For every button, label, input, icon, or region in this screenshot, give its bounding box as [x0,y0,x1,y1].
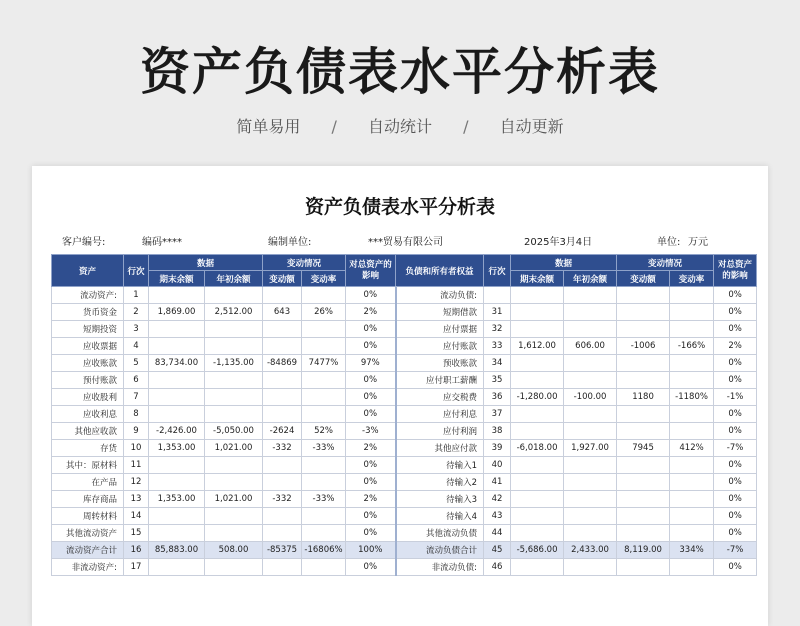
asset-impact-cell: 0% [346,321,396,338]
liability-impact-cell: 0% [714,321,757,338]
asset-change-amount-cell [263,321,302,338]
liability-change-rate-cell [670,457,714,474]
liability-begin-balance-cell [564,355,617,372]
asset-change-rate-cell [302,525,346,542]
liability-change-rate-cell [670,355,714,372]
asset-change-amount-cell: -85375 [263,542,302,559]
liability-name-cell: 非流动负债: [396,559,484,576]
header-row-no: 行次 [124,255,149,287]
hero-tagline [0,114,800,137]
liability-begin-balance-cell [564,321,617,338]
header-data: 数据 [511,255,617,271]
liability-change-amount-cell [617,457,670,474]
asset-change-rate-cell [302,389,346,406]
liability-row-no-cell: 33 [484,338,511,355]
asset-change-rate-cell: -16806% [302,542,346,559]
asset-impact-cell: 0% [346,457,396,474]
asset-begin-balance-cell [205,372,263,389]
liability-row-no-cell: 31 [484,304,511,321]
table-row [52,508,757,525]
table-row [52,525,757,542]
liability-impact-cell: 0% [714,491,757,508]
asset-change-amount-cell [263,474,302,491]
customer-label: 客户编号: [62,237,106,248]
liability-change-rate-cell [670,372,714,389]
asset-begin-balance-cell [205,474,263,491]
asset-row-no-cell: 15 [124,525,149,542]
liability-begin-balance-cell [564,525,617,542]
asset-change-amount-cell [263,389,302,406]
liability-end-balance-cell [511,474,564,491]
asset-begin-balance-cell [205,406,263,423]
asset-change-amount-cell [263,457,302,474]
liability-begin-balance-cell [564,457,617,474]
header-change-rate: 变动率 [670,271,714,287]
compiler-value: ***贸易有限公司 [368,237,443,248]
asset-change-rate-cell [302,321,346,338]
table-row [52,440,757,457]
liability-impact-cell: -7% [714,542,757,559]
liability-impact-cell: 0% [714,372,757,389]
liability-change-rate-cell [670,304,714,321]
header-begin-balance: 年初余额 [564,271,617,287]
liability-row-no-cell: 34 [484,355,511,372]
asset-begin-balance-cell [205,508,263,525]
asset-name-cell: 其他应收款 [52,423,124,440]
liability-name-cell: 应付职工薪酬 [396,372,484,389]
liability-impact-cell: 0% [714,287,757,304]
asset-name-cell: 流动资产: [52,287,124,304]
asset-begin-balance-cell: 508.00 [205,542,263,559]
asset-row-no-cell: 16 [124,542,149,559]
liability-change-rate-cell: -166% [670,338,714,355]
table-row [52,287,757,304]
unit-label: 单位: [657,237,681,248]
header-data: 数据 [149,255,263,271]
liability-impact-cell: 0% [714,304,757,321]
liability-impact-cell: 0% [714,457,757,474]
asset-row-no-cell: 11 [124,457,149,474]
asset-begin-balance-cell [205,389,263,406]
table-row [52,406,757,423]
liability-end-balance-cell [511,559,564,576]
asset-row-no-cell: 8 [124,406,149,423]
asset-name-cell: 预付账款 [52,372,124,389]
tagline-separator: / [463,117,469,136]
asset-change-rate-cell [302,287,346,304]
liability-end-balance-cell [511,304,564,321]
tagline-separator: / [331,117,337,136]
unit-value: 万元 [688,237,708,248]
asset-begin-balance-cell: -1,135.00 [205,355,263,372]
header-change-rate: 变动率 [302,271,346,287]
liability-change-rate-cell [670,525,714,542]
liability-row-no-cell: 32 [484,321,511,338]
liability-change-rate-cell [670,559,714,576]
asset-impact-cell: 97% [346,355,396,372]
liability-begin-balance-cell [564,491,617,508]
table-body [52,287,757,576]
header-liability: 负债和所有者权益 [396,255,484,287]
liability-end-balance-cell: -5,686.00 [511,542,564,559]
asset-begin-balance-cell: 1,021.00 [205,440,263,457]
liability-change-rate-cell [670,321,714,338]
asset-change-amount-cell [263,525,302,542]
asset-row-no-cell: 3 [124,321,149,338]
asset-impact-cell: 2% [346,304,396,321]
asset-begin-balance-cell [205,525,263,542]
header-change: 变动情况 [617,255,714,271]
liability-change-amount-cell: 8,119.00 [617,542,670,559]
asset-begin-balance-cell: 1,021.00 [205,491,263,508]
liability-impact-cell: 0% [714,508,757,525]
asset-change-amount-cell: -84869 [263,355,302,372]
asset-row-no-cell: 9 [124,423,149,440]
liability-change-amount-cell [617,304,670,321]
asset-impact-cell: 0% [346,525,396,542]
asset-change-amount-cell: -332 [263,491,302,508]
asset-name-cell: 周转材料 [52,508,124,525]
asset-begin-balance-cell [205,457,263,474]
liability-change-amount-cell: 7945 [617,440,670,457]
liability-end-balance-cell [511,372,564,389]
asset-end-balance-cell: 85,883.00 [149,542,205,559]
liability-impact-cell: -7% [714,440,757,457]
table-row [52,457,757,474]
asset-change-amount-cell [263,406,302,423]
table-row [52,338,757,355]
asset-change-rate-cell [302,372,346,389]
liability-row-no-cell: 37 [484,406,511,423]
asset-begin-balance-cell: 2,512.00 [205,304,263,321]
liability-end-balance-cell [511,423,564,440]
asset-change-amount-cell [263,338,302,355]
asset-row-no-cell: 12 [124,474,149,491]
asset-name-cell: 应收利息 [52,406,124,423]
liability-impact-cell: 0% [714,423,757,440]
table-row [52,321,757,338]
liability-end-balance-cell: -6,018.00 [511,440,564,457]
asset-change-rate-cell [302,406,346,423]
liability-name-cell: 应付账款 [396,338,484,355]
asset-impact-cell: 2% [346,440,396,457]
liability-begin-balance-cell [564,287,617,304]
asset-change-rate-cell [302,474,346,491]
liability-impact-cell: 2% [714,338,757,355]
asset-impact-cell: 0% [346,406,396,423]
liability-name-cell: 应付票据 [396,321,484,338]
asset-change-amount-cell [263,287,302,304]
liability-name-cell: 应付利息 [396,406,484,423]
asset-change-rate-cell [302,559,346,576]
liability-end-balance-cell [511,406,564,423]
liability-end-balance-cell [511,525,564,542]
asset-impact-cell: 2% [346,491,396,508]
asset-name-cell: 货币资金 [52,304,124,321]
liability-name-cell: 其他应付款 [396,440,484,457]
header-asset: 资产 [52,255,124,287]
asset-name-cell: 应收股利 [52,389,124,406]
asset-impact-cell: 0% [346,508,396,525]
asset-end-balance-cell [149,457,205,474]
asset-end-balance-cell: 1,869.00 [149,304,205,321]
liability-impact-cell: 0% [714,406,757,423]
header-impact: 对总资产的影响 [714,255,757,287]
sheet-title: 资产负债表水平分析表 [304,196,495,218]
liability-name-cell: 流动负债: [396,287,484,304]
liability-change-amount-cell: -1006 [617,338,670,355]
asset-begin-balance-cell [205,321,263,338]
liability-change-amount-cell [617,508,670,525]
asset-name-cell: 应收账款 [52,355,124,372]
liability-row-no-cell: 39 [484,440,511,457]
asset-end-balance-cell [149,406,205,423]
liability-impact-cell: -1% [714,389,757,406]
asset-change-amount-cell [263,508,302,525]
asset-name-cell: 在产品 [52,474,124,491]
liability-begin-balance-cell [564,423,617,440]
asset-begin-balance-cell [205,287,263,304]
liability-end-balance-cell [511,457,564,474]
asset-name-cell: 其他流动资产 [52,525,124,542]
asset-end-balance-cell: -2,426.00 [149,423,205,440]
liability-name-cell: 待输入1 [396,457,484,474]
liability-begin-balance-cell [564,304,617,321]
header-change-amount: 变动额 [263,271,302,287]
asset-name-cell: 短期投资 [52,321,124,338]
asset-end-balance-cell: 83,734.00 [149,355,205,372]
liability-change-rate-cell [670,508,714,525]
table-row [52,372,757,389]
header-end-balance: 期末余额 [149,271,205,287]
liability-change-amount-cell [617,474,670,491]
liability-begin-balance-cell: 1,927.00 [564,440,617,457]
asset-name-cell: 库存商品 [52,491,124,508]
liability-name-cell: 应付利润 [396,423,484,440]
liability-name-cell: 预收账款 [396,355,484,372]
asset-impact-cell: 0% [346,474,396,491]
asset-name-cell: 流动资产合计 [52,542,124,559]
liability-row-no-cell: 40 [484,457,511,474]
asset-change-amount-cell: -332 [263,440,302,457]
liability-impact-cell: 0% [714,559,757,576]
liability-begin-balance-cell: 2,433.00 [564,542,617,559]
liability-begin-balance-cell [564,474,617,491]
asset-row-no-cell: 4 [124,338,149,355]
liability-change-amount-cell [617,559,670,576]
asset-end-balance-cell [149,525,205,542]
asset-change-rate-cell: 52% [302,423,346,440]
liability-end-balance-cell [511,287,564,304]
asset-impact-cell: -3% [346,423,396,440]
asset-change-amount-cell [263,559,302,576]
liability-change-rate-cell [670,423,714,440]
asset-change-amount-cell [263,372,302,389]
asset-change-rate-cell [302,508,346,525]
liability-change-rate-cell [670,406,714,423]
liability-change-amount-cell [617,372,670,389]
liability-end-balance-cell [511,355,564,372]
liability-row-no-cell: 36 [484,389,511,406]
liability-change-rate-cell: 412% [670,440,714,457]
asset-row-no-cell: 5 [124,355,149,372]
asset-change-amount-cell: 643 [263,304,302,321]
liability-row-no-cell: 42 [484,491,511,508]
asset-begin-balance-cell [205,338,263,355]
header-impact: 对总资产的影响 [346,255,396,287]
liability-change-amount-cell [617,355,670,372]
liability-name-cell: 待输入4 [396,508,484,525]
asset-begin-balance-cell [205,559,263,576]
liability-row-no-cell: 35 [484,372,511,389]
spreadsheet-preview [32,166,768,626]
asset-name-cell: 存货 [52,440,124,457]
asset-name-cell: 应收票据 [52,338,124,355]
liability-row-no-cell [484,287,511,304]
asset-impact-cell: 0% [346,389,396,406]
liability-change-rate-cell [670,474,714,491]
header-change: 变动情况 [263,255,346,271]
asset-change-rate-cell: 26% [302,304,346,321]
report-date: 2025年3月4日 [524,237,593,248]
customer-value: 编码**** [142,237,182,248]
liability-row-no-cell: 43 [484,508,511,525]
liability-row-no-cell: 41 [484,474,511,491]
liability-impact-cell: 0% [714,525,757,542]
table-row [52,542,757,559]
asset-end-balance-cell [149,389,205,406]
hero-title: 资产负债表水平分析表 [140,43,660,101]
asset-end-balance-cell: 1,353.00 [149,491,205,508]
asset-change-rate-cell [302,457,346,474]
header-change-amount: 变动额 [617,271,670,287]
liability-end-balance-cell [511,491,564,508]
table-row [52,491,757,508]
liability-begin-balance-cell [564,508,617,525]
table-row [52,559,757,576]
asset-name-cell: 其中：原材料 [52,457,124,474]
liability-name-cell: 短期借款 [396,304,484,321]
liability-begin-balance-cell [564,559,617,576]
liability-row-no-cell: 46 [484,559,511,576]
header-begin-balance: 年初余额 [205,271,263,287]
asset-impact-cell: 0% [346,287,396,304]
header-row-no: 行次 [484,255,511,287]
asset-row-no-cell: 1 [124,287,149,304]
asset-end-balance-cell [149,321,205,338]
liability-change-amount-cell [617,321,670,338]
asset-impact-cell: 0% [346,559,396,576]
compiler-label: 编制单位: [268,237,312,248]
asset-row-no-cell: 6 [124,372,149,389]
asset-end-balance-cell [149,372,205,389]
asset-row-no-cell: 13 [124,491,149,508]
liability-begin-balance-cell: 606.00 [564,338,617,355]
liability-change-rate-cell [670,491,714,508]
table-row [52,423,757,440]
liability-change-amount-cell [617,525,670,542]
liability-begin-balance-cell [564,372,617,389]
liability-row-no-cell: 45 [484,542,511,559]
asset-end-balance-cell [149,474,205,491]
tagline-auto-stat: 自动统计 [367,117,432,136]
liability-name-cell: 其他流动负债 [396,525,484,542]
liability-change-amount-cell [617,287,670,304]
asset-row-no-cell: 14 [124,508,149,525]
tagline-easy: 简单易用 [236,117,301,136]
asset-end-balance-cell [149,338,205,355]
asset-change-rate-cell: 7477% [302,355,346,372]
asset-impact-cell: 100% [346,542,396,559]
liability-end-balance-cell: -1,280.00 [511,389,564,406]
table-row [52,389,757,406]
liability-row-no-cell: 44 [484,525,511,542]
liability-end-balance-cell [511,321,564,338]
asset-row-no-cell: 7 [124,389,149,406]
liability-change-amount-cell: 1180 [617,389,670,406]
balance-sheet-table [51,254,757,576]
liability-row-no-cell: 38 [484,423,511,440]
asset-row-no-cell: 10 [124,440,149,457]
liability-impact-cell: 0% [714,474,757,491]
liability-name-cell: 流动负债合计 [396,542,484,559]
asset-end-balance-cell [149,508,205,525]
asset-end-balance-cell: 1,353.00 [149,440,205,457]
table-row [52,355,757,372]
liability-end-balance-cell [511,508,564,525]
header-end-balance: 期末余额 [511,271,564,287]
liability-change-amount-cell [617,406,670,423]
liability-name-cell: 应交税费 [396,389,484,406]
liability-change-amount-cell [617,491,670,508]
liability-begin-balance-cell: -100.00 [564,389,617,406]
liability-end-balance-cell: 1,612.00 [511,338,564,355]
asset-change-rate-cell: -33% [302,440,346,457]
asset-begin-balance-cell: -5,050.00 [205,423,263,440]
asset-end-balance-cell [149,559,205,576]
asset-impact-cell: 0% [346,338,396,355]
liability-change-amount-cell [617,423,670,440]
tagline-auto-update: 自动更新 [499,117,564,136]
liability-change-rate-cell [670,287,714,304]
asset-name-cell: 非流动资产: [52,559,124,576]
liability-change-rate-cell: -1180% [670,389,714,406]
table-row [52,304,757,321]
liability-impact-cell: 0% [714,355,757,372]
asset-end-balance-cell [149,287,205,304]
liability-name-cell: 待输入3 [396,491,484,508]
asset-change-amount-cell: -2624 [263,423,302,440]
asset-change-rate-cell: -33% [302,491,346,508]
asset-impact-cell: 0% [346,372,396,389]
liability-name-cell: 待输入2 [396,474,484,491]
asset-change-rate-cell [302,338,346,355]
liability-begin-balance-cell [564,406,617,423]
liability-change-rate-cell: 334% [670,542,714,559]
asset-row-no-cell: 17 [124,559,149,576]
asset-row-no-cell: 2 [124,304,149,321]
table-row [52,474,757,491]
